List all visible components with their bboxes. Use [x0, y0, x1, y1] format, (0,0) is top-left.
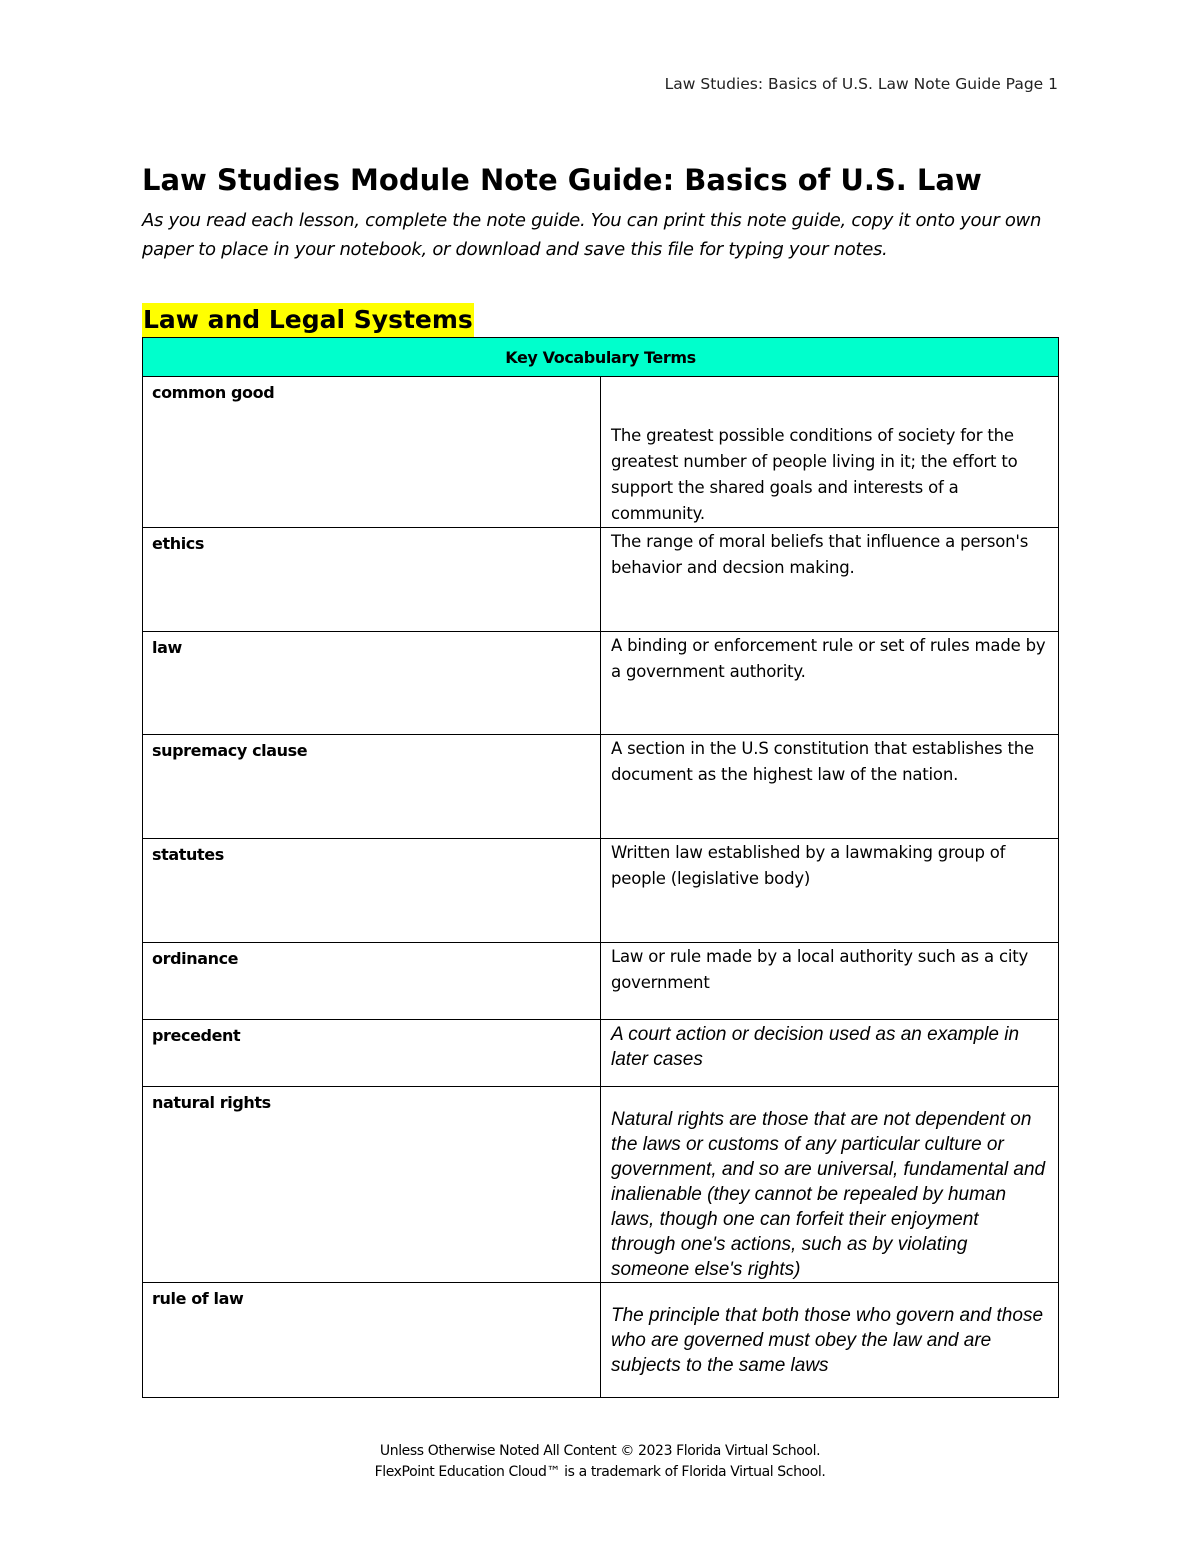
definition-cell[interactable]: [601, 1283, 1059, 1398]
table-row: [143, 839, 1059, 943]
term-cell: precedent: [143, 1020, 601, 1087]
table-row: [143, 735, 1059, 839]
definition-text: A section in the U.S constitution that establishes the document as the highest law of the nation.: [611, 739, 1034, 784]
document-title: Law Studies Module Note Guide: Basics of U.S. Law: [142, 163, 982, 197]
table-row: [143, 377, 1059, 528]
definition-text: A binding or enforcement rule or set of rules made by a government authority.: [611, 636, 1046, 681]
term-cell: supremacy clause: [143, 735, 601, 839]
term-cell: ethics: [143, 528, 601, 632]
definition-text: Written law established by a lawmaking group of people (legislative body): [611, 843, 1006, 888]
definition-text: A court action or decision used as an example in later cases: [611, 1024, 1020, 1070]
definition-text: Law or rule made by a local authority such as a city government: [611, 947, 1029, 992]
running-header: Law Studies: Basics of U.S. Law Note Guide Page 1: [664, 75, 1058, 93]
table-row: [143, 943, 1059, 1020]
definition-cell[interactable]: [601, 1087, 1059, 1283]
definition-cell[interactable]: [601, 632, 1059, 735]
term-cell: rule of law: [143, 1283, 601, 1398]
definition-text: Natural rights are those that are not dependent on the laws or customs of any particular culture or government, and so are universal, fundamental and inalienable (they cannot be repealed by human laws, though one can forfeit their enjoyment through one's actions, such as by violating someone else's rights): [611, 1109, 1046, 1280]
term-cell: law: [143, 632, 601, 735]
table-row: [143, 528, 1059, 632]
definition-cell[interactable]: [601, 943, 1059, 1020]
term-cell: common good: [143, 377, 601, 528]
table-header-row: [143, 338, 1059, 377]
definition-cell[interactable]: [601, 528, 1059, 632]
page-footer: [0, 1441, 1200, 1483]
footer-copyright: Unless Otherwise Noted All Content © 2023 Florida Virtual School.: [379, 1443, 821, 1459]
term-cell: natural rights: [143, 1087, 601, 1283]
definition-text: The principle that both those who govern and those who are governed must obey the law and are subjects to the same laws: [611, 1305, 1044, 1376]
definition-cell[interactable]: [601, 1020, 1059, 1087]
table-header: Key Vocabulary Terms: [143, 338, 1059, 377]
term-cell: ordinance: [143, 943, 601, 1020]
vocabulary-table: [142, 337, 1059, 1398]
table-row: [143, 1020, 1059, 1087]
definition-cell[interactable]: [601, 377, 1059, 528]
section-heading: Law and Legal Systems: [142, 303, 474, 337]
definition-text: The range of moral beliefs that influence a person's behavior and decsion making.: [611, 532, 1029, 577]
definition-cell[interactable]: [601, 839, 1059, 943]
table-row: [143, 1283, 1059, 1398]
definition-text: The greatest possible conditions of society for the greatest number of people living in it; the effort to support the shared goals and interests of a community.: [611, 426, 1018, 523]
footer-trademark: FlexPoint Education Cloud™ is a trademark of Florida Virtual School.: [374, 1464, 826, 1480]
table-row: [143, 1087, 1059, 1283]
table-row: [143, 632, 1059, 735]
term-cell: statutes: [143, 839, 601, 943]
intro-text: As you read each lesson, complete the note guide. You can print this note guide, copy it onto your own paper to place in your notebook, or download and save this file for typing your notes.: [142, 210, 1042, 260]
definition-cell[interactable]: [601, 735, 1059, 839]
